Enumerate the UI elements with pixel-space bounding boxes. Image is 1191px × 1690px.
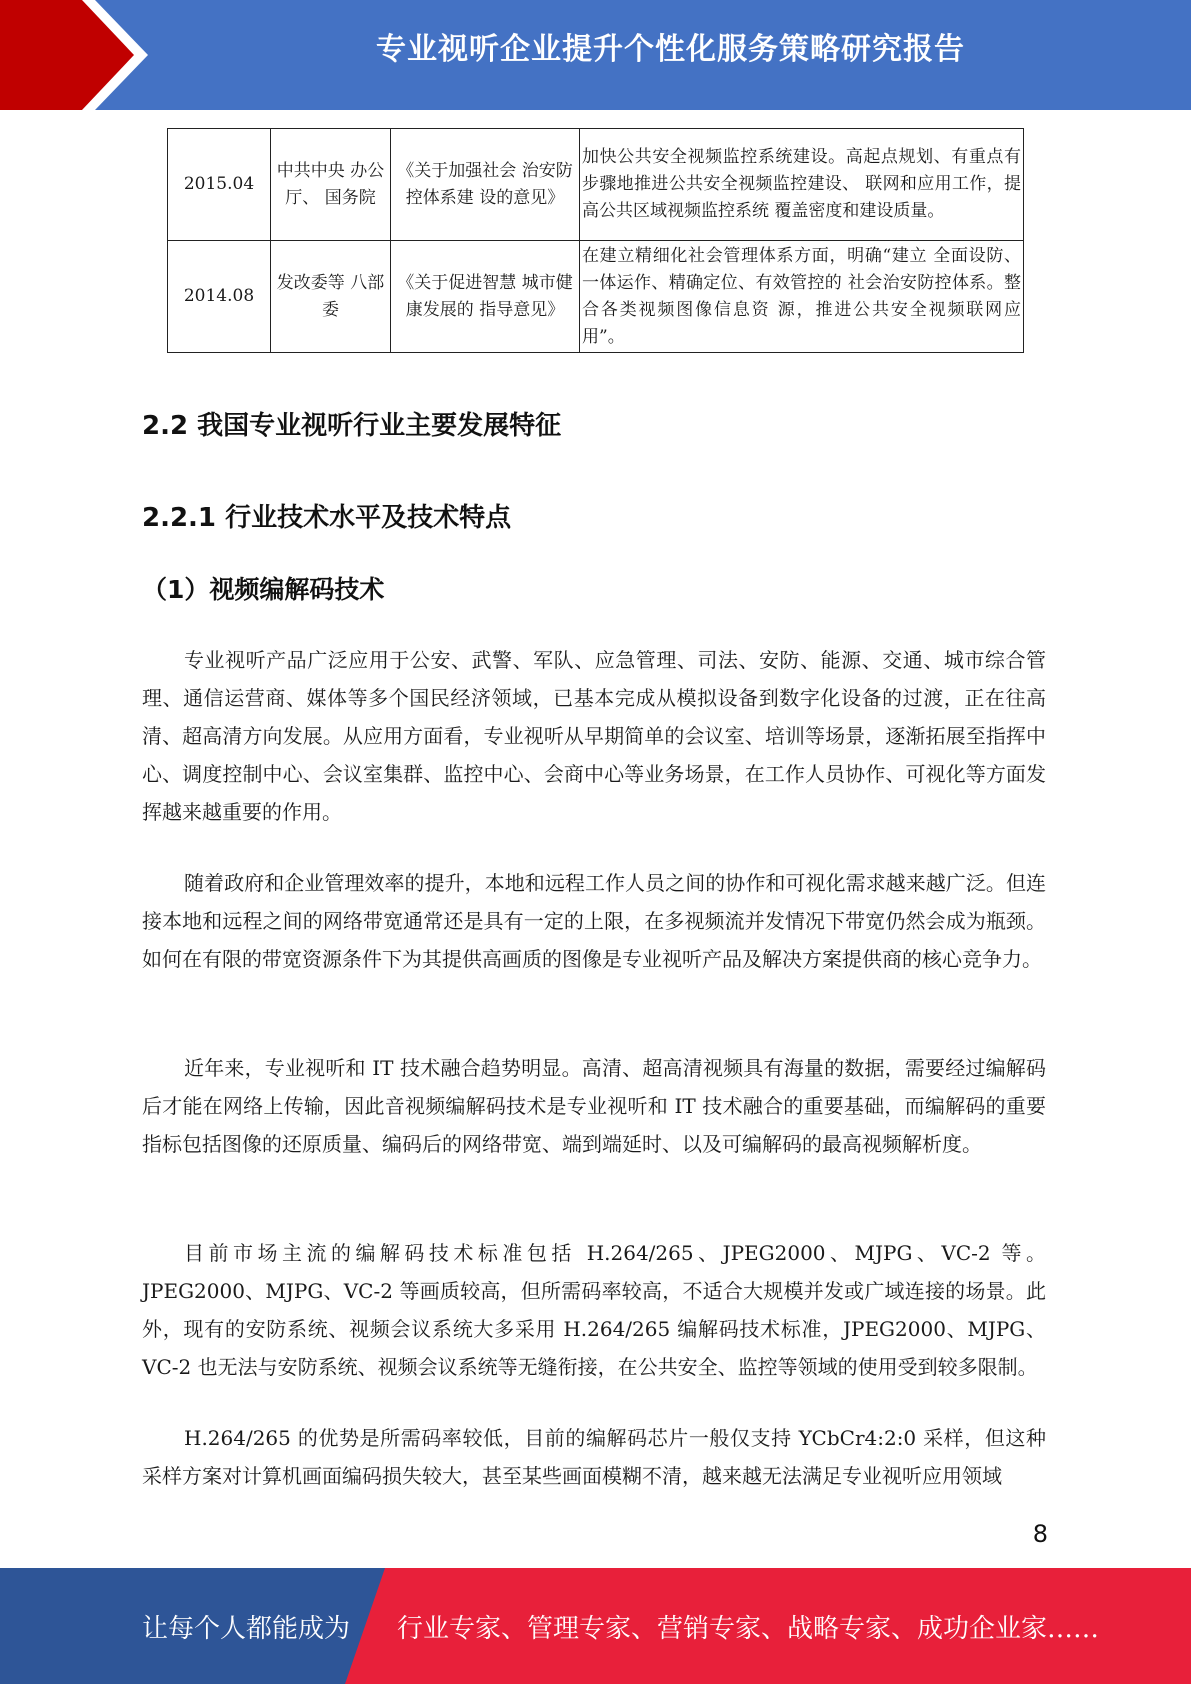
- footer-slogan-right: 行业专家、管理专家、营销专家、战略专家、成功企业家……: [397, 1614, 1100, 1644]
- table-row: [168, 129, 1024, 241]
- table-row: [168, 241, 1024, 353]
- topic-heading: （1）视频编解码技术: [142, 575, 385, 604]
- table-cell-date: 2014.08: [168, 241, 271, 353]
- page-header: [0, 0, 1191, 110]
- body-paragraph: 近年来，专业视听和 IT 技术融合趋势明显。高清、超高清视频具有海量的数据，需要经过编解码后才能在网络上传输，因此音视频编解码技术是专业视听和 IT 技术融合的重要基础，而编解码的重要指标包括图像的还原质量、编码后的网络带宽、端到端延时、以及可编解码的最高视频解析度。: [142, 1056, 1046, 1156]
- table-cell-document: 《关于加强社会 治安防控体系建 设的意见》: [391, 129, 580, 241]
- header-arrow-decoration: [0, 0, 150, 110]
- body-paragraph: 随着政府和企业管理效率的提升，本地和远程工作人员之间的协作和可视化需求越来越广泛。但连接本地和远程之间的网络带宽通常还是具有一定的上限，在多视频流并发情况下带宽仍然会成为瓶颈。如何在有限的带宽资源条件下为其提供高画质的图像是专业视听产品及解决方案提供商的核心竞争力。: [142, 871, 1046, 971]
- body-paragraph: H.264/265 的优势是所需码率较低，目前的编解码芯片一般仅支持 YCbCr4:2:0 采样，但这种采样方案对计算机画面编码损失较大，甚至某些画面模糊不清，越来越无法满足专业视听应用领域: [142, 1426, 1046, 1488]
- table-cell-date: 2015.04: [168, 129, 271, 241]
- table-cell-dept: 发改委等 八部委: [271, 241, 391, 353]
- table-cell-dept: 中共中央 办公厅、 国务院: [271, 129, 391, 241]
- subsection-heading: 2.2.1 行业技术水平及技术特点: [142, 503, 512, 533]
- footer-slogan-left: 让每个人都能成为: [142, 1614, 351, 1644]
- body-paragraph: 专业视听产品广泛应用于公安、武警、军队、应急管理、司法、安防、能源、交通、城市综合管理、通信运营商、媒体等多个国民经济领域，已基本完成从模拟设备到数字化设备的过渡，正在往高清、超高清方向发展。从应用方面看，专业视听从早期简单的会议室、培训等场景，逐渐拓展至指挥中心、调度控制中心、会议室集群、监控中心、会商中心等业务场景，在工作人员协作、可视化等方面发挥越来越重要的作用。: [142, 648, 1046, 824]
- table-cell-content: 加快公共安全视频监控系统建设。高起点规划、有重点有步骤地推进公共安全视频监控建设、 联网和应用工作，提高公共区域视频监控系统 覆盖密度和建设质量。: [580, 129, 1024, 241]
- body-paragraph: 目前市场主流的编解码技术标准包括 H.264/265、JPEG2000、MJPG、VC-2 等。JPEG2000、MJPG、VC-2 等画质较高，但所需码率较高，不适合大规模并发或广域连接的场景。此外，现有的安防系统、视频会议系统大多采用 H.264/265 编解码技术标准，JPEG2000、MJPG、VC-2 也无法与安防系统、视频会议系统等无缝衔接，在公共安全、监控等领域的使用受到较多限制。: [142, 1241, 1046, 1379]
- policy-table: [167, 128, 1024, 353]
- page-number: 8: [1032, 1520, 1048, 1548]
- header-title: 专业视听企业提升个性化服务策略研究报告: [376, 32, 965, 67]
- table-cell-content: 在建立精细化社会管理体系方面，明确“建立 全面设防、一体运作、精确定位、有效管控的 社会治安防控体系。整合各类视频图像信息资 源，推进公共安全视频联网应用”。: [580, 241, 1024, 353]
- table-cell-document: 《关于促进智慧 城市健康发展的 指导意见》: [391, 241, 580, 353]
- section-heading: 2.2 我国专业视听行业主要发展特征: [142, 411, 562, 441]
- page-footer: [0, 1568, 1191, 1684]
